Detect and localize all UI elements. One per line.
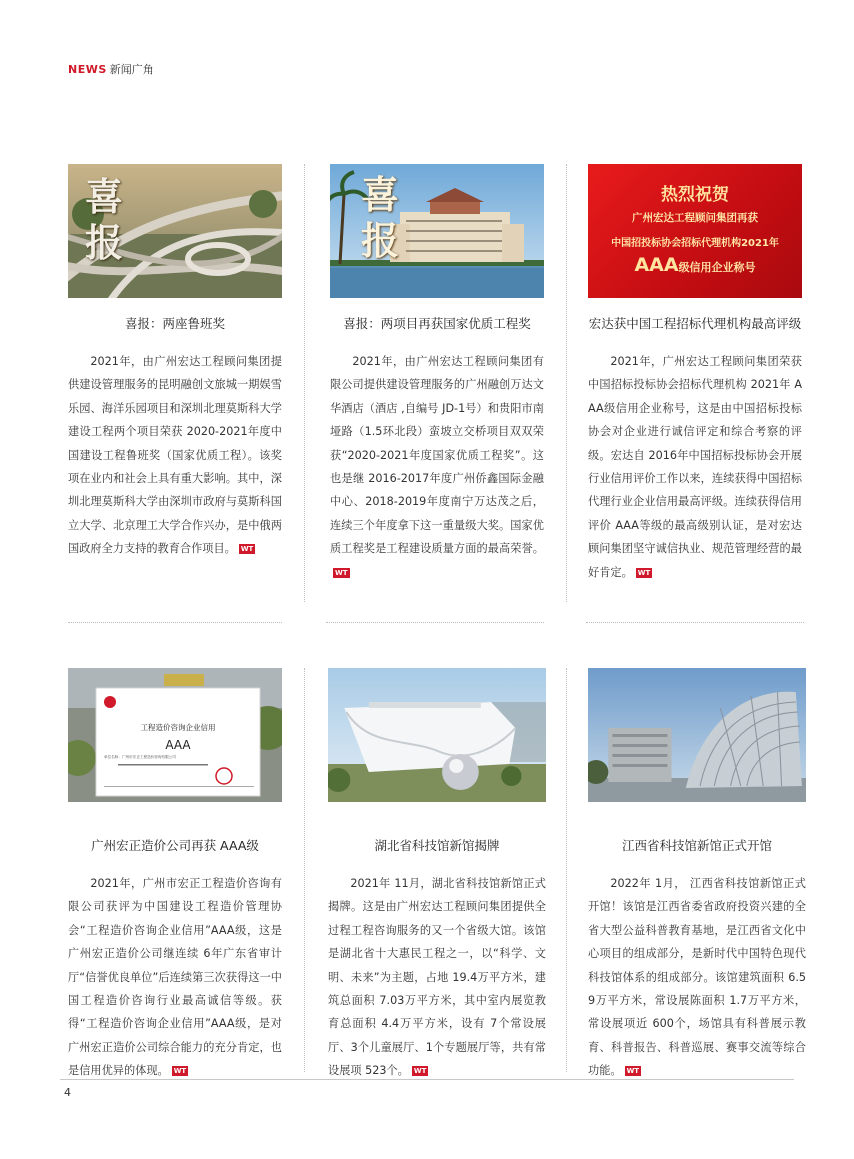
- card-body: 2021年，广州市宏正工程造价咨询有限公司获评为中国建设工程造价管理协会“工程造价咨询企业信用”AAA级，这是广州宏正造价公司继连续 6年广东省审计厅“信誉优良单位”后连续第三次获得这一中国工程造价咨询行业最高诚信等级。获得“工程造价咨询企业信用”AAA级，是对广州宏正造价公司综合能力的充分肯定，也是信用优异的体现。 WT: [68, 877, 282, 1078]
- banner-heading: 热烈祝贺: [661, 185, 729, 205]
- news-image-certificate: [68, 668, 282, 802]
- card-body: 2021年 11月，湖北省科技馆新馆正式揭牌。这是由广州宏达工程顾问集团提供全过程工程咨询服务的又一个省级大馆。该馆是湖北省十大惠民工程之一，以“科学、文明、未来”为主题，占地 19.4万平方米，建筑总面积 7.03万平方米，其中室内展览教育总面积 4.4万平方米，设有 7个常设展厅、3个儿童展厅、1个专题展厅等，共有常设展项 523个。 WT: [328, 877, 546, 1078]
- section-label-cn: 新闻广角: [109, 63, 154, 76]
- wt-logo-icon: WT: [335, 568, 348, 577]
- banner-line-2: 中国招投标协会招标代理机构2021年: [611, 238, 779, 249]
- footer-rule: [60, 1079, 794, 1080]
- card-title: 湖北省科技馆新馆揭牌: [374, 838, 500, 853]
- column-divider: [566, 668, 567, 1072]
- card-body: 2021年，由广州宏达工程顾问集团提供建设管理服务的昆明融创文旅城一期娱雪乐园、海洋乐园项目和深圳北理莫斯科大学建设工程两个项目荣获 2020-2021年度中国建设工程鲁班奖（国家优质工程）。该奖项在业内和社会上具有重大影响。其中，深圳北理莫斯科大学由深圳市政府与莫斯科国立大学、北京理工大学合作兴办，是中俄两国政府全力支持的教育合作项目。 WT: [68, 355, 282, 556]
- card-title: 江西省科技馆新馆正式开馆: [621, 838, 772, 853]
- banner-aaa: AAA: [634, 254, 679, 276]
- card-body: 2022年 1月， 江西省科技馆新馆正式开馆！该馆是江西省委省政府投资兴建的全省大型公益科普教育基地，是江西省文化中心项目的组成部分，是新时代中国特色现代科技馆体系的组成部分。该馆建筑面积 6.59万平方米，常设展陈面积 1.7万平方米，常设展项近 600个，场馆具有科普展示教育、科普报告、科普巡展、赛事交流等综合功能。 WT: [588, 877, 806, 1078]
- card-title: 广州宏正造价公司再获 AAA级: [91, 838, 259, 853]
- banner-line-1: 广州宏达工程顾问集团再获: [632, 212, 758, 224]
- card-title: 喜报：两座鲁班奖: [124, 316, 225, 331]
- image-caption-bao: 报: [84, 220, 123, 265]
- hubei-museum-photo: [328, 668, 546, 802]
- certificate-aaa: AAA: [165, 738, 191, 752]
- card-body: 2021年，由广州宏达工程顾问集团有限公司提供建设管理服务的广州融创万达文华酒店（酒店 ,自编号 JD-1号）和贵阳市南垭路（1.5环北段）蛮坡立交桥项目双双荣获“2020-2021年度国家优质工程奖”。这也是继 2016-2017年度广州侨鑫国际金融中心、2018-2019年度南宁万达茂之后，连续三个年度拿下这一重量级大奖。国家优质工程奖是工程建设质量方面的最高荣誉。WT: [330, 355, 544, 577]
- image-caption-bao: 报: [360, 218, 399, 263]
- wt-logo-icon: WT: [413, 1067, 427, 1076]
- banner-line-3: 级信用企业称号: [678, 261, 756, 274]
- news-image-congrats-banner: [588, 164, 802, 298]
- column-divider: [566, 164, 567, 602]
- column-divider: [304, 164, 305, 602]
- wt-logo-icon: WT: [240, 545, 254, 554]
- image-caption-xi: 喜: [360, 172, 399, 217]
- wt-logo-icon: WT: [173, 1067, 187, 1076]
- jiangxi-museum-photo: [588, 668, 806, 802]
- news-image-hubei-museum: [328, 668, 546, 802]
- card-title: 宏达获中国工程招标代理机构最高评级: [588, 316, 802, 331]
- wt-logo-icon: WT: [626, 1067, 640, 1076]
- card-body: 2021年，广州宏达工程顾问集团荣获中国招标投标协会招标代理机构 2021年 AAA级信用企业称号，这是由中国招标投标协会对企业进行诚信评定和综合考察的评级。宏达自 2016年中国招标投标协会开展行业信用评价工作以来，连续获得中国招标代理行业企业信用最高评级。连续获得信用评价 AAA等级的最高级别认证，是对宏达顾问集团坚守诚信执业、规范管理经营的最好肯定。 WT: [588, 355, 802, 579]
- section-header: [68, 61, 154, 77]
- news-image-overpass: [68, 164, 282, 298]
- row-divider: [586, 622, 804, 623]
- certificate-heading: 工程造价咨询企业信用: [140, 723, 216, 732]
- news-image-hotel: [330, 164, 544, 298]
- wt-logo-icon: WT: [637, 568, 651, 577]
- news-image-jiangxi-museum: [588, 668, 806, 802]
- section-label-en: NEWS: [68, 63, 107, 76]
- row-divider: [68, 622, 282, 623]
- page-number: 4: [64, 1086, 71, 1099]
- row-divider: [326, 622, 544, 623]
- card-title: 喜报：两项目再获国家优质工程奖: [343, 316, 531, 331]
- image-caption-xi: 喜: [84, 174, 123, 219]
- certificate-company: 单位名称：广州市宏正工程造价咨询有限公司: [104, 755, 176, 759]
- column-divider: [304, 668, 305, 1072]
- certificate-photo: [68, 668, 282, 802]
